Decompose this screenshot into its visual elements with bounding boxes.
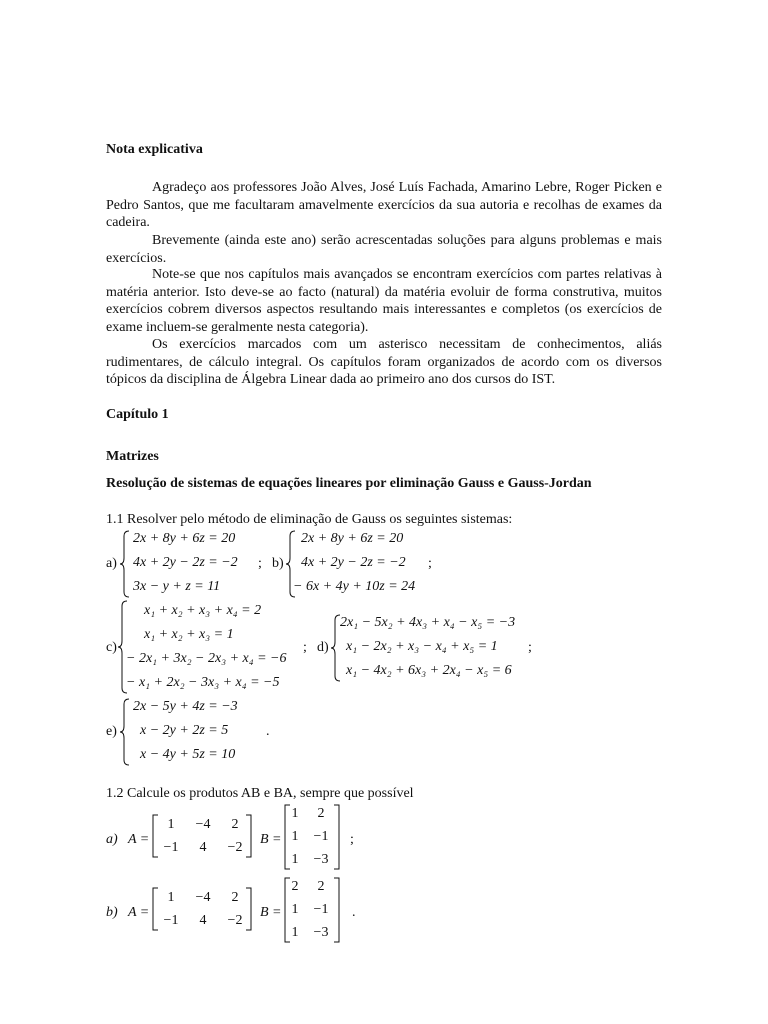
product-a-end: ; [350, 832, 354, 847]
matrix-cell: 1 [291, 806, 299, 821]
system-e-eq-2: x − 2y + 2z = 5 [140, 723, 229, 738]
system-c-eq-3: − 2x₁ + 3x₂ − 2x₃ + x₄ = −6 [126, 651, 287, 666]
matrix-cell: 2 [231, 817, 239, 832]
paragraph-1-text: Agradeço aos professores João Alves, José Luís Fachada, Amarino Lebre, Roger Picken e Pedro Santos, que me facultaram amavelmente exercícios da sua autoria e recolhas de exames da cadeira. [106, 180, 662, 230]
matrix-cell: −4 [195, 890, 211, 905]
matrix-cell: −3 [313, 852, 329, 867]
matrix-cell: 4 [199, 840, 207, 855]
paragraph-2-text: Brevemente (ainda este ano) serão acrescentadas soluções para alguns problemas e mais exercícios. [106, 233, 662, 266]
system-a-label: a) [106, 556, 117, 571]
system-b-eq-3: − 6x + 4y + 10z = 24 [293, 579, 416, 594]
matrix-cell: −1 [163, 913, 179, 928]
matrix-cell: 1 [291, 829, 299, 844]
system-c-eq-2: x₁ + x₂ + x₃ = 1 [144, 627, 234, 642]
matrix-cell: −2 [227, 840, 243, 855]
paragraph-2 [106, 232, 662, 267]
matrix-cell: −1 [313, 829, 329, 844]
matrix-cell: 1 [291, 852, 299, 867]
section-title: Matrizes [106, 449, 159, 464]
matrix-cell: 1 [167, 817, 175, 832]
system-b-label: b) [272, 556, 284, 571]
matrix-cell: −3 [313, 925, 329, 940]
product-b-label: b) [106, 905, 118, 920]
exercise-1-1-statement: 1.1 Resolver pelo método de eliminação de Gauss os seguintes sistemas: [106, 512, 513, 527]
paragraph-3 [106, 266, 662, 336]
product-a-label: a) [106, 832, 118, 847]
matrix-cell: −1 [163, 840, 179, 855]
product-b-end: . [352, 905, 356, 920]
exercise-1-2-statement: 1.2 Calcule os produtos AB e BA, sempre que possível [106, 786, 414, 801]
system-e-eq-3: x − 4y + 5z = 10 [140, 747, 236, 762]
paragraph-1 [106, 179, 662, 232]
matrix-cell: 2 [291, 879, 299, 894]
system-e-brace [120, 698, 130, 766]
system-e-eq-1: 2x − 5y + 4z = −3 [133, 699, 238, 714]
system-b-eq-1: 2x + 8y + 6z = 20 [301, 531, 404, 546]
product-b-B-name: B = [260, 905, 282, 920]
paragraph-4-text: Os exercícios marcados com um asterisco necessitam de conhecimentos, aliás rudimentares, de cálculo integral. Os capítulos foram organizados de acordo com os diversos tópicos da disciplina de Álgebra Linear dada ao primeiro ano dos cursos do IST. [106, 337, 662, 387]
paragraph-3-text: Note-se que nos capítulos mais avançados se encontram exercícios com partes relativas à matéria anterior. Isto deve-se ao facto (natural) da matéria evoluir de forma construtiva, muitos exercícios cobrem diversos aspectos resultando mais interessantes e completos (os exercícios de exame incluem-se geralmente nesta categoria). [106, 267, 662, 335]
system-d-eq-1: 2x₁ − 5x₂ + 4x₃ + x₄ − x₅ = −3 [340, 615, 516, 630]
system-c-label: c) [106, 640, 117, 655]
system-a-brace [120, 530, 130, 598]
matrix-cell: 1 [291, 902, 299, 917]
matrix-cell: 1 [167, 890, 175, 905]
product-a-B-name: B = [260, 832, 282, 847]
matrix-cell: 4 [199, 913, 207, 928]
system-a-eq-2: 4x + 2y − 2z = −2 [133, 555, 238, 570]
matrix-cell: 1 [291, 925, 299, 940]
system-c-end: ; [303, 640, 307, 655]
system-a-eq-1: 2x + 8y + 6z = 20 [133, 531, 236, 546]
nota-title: Nota explicativa [106, 142, 203, 157]
matrix-cell: −1 [313, 902, 329, 917]
system-b-end: ; [428, 556, 432, 571]
system-d-eq-3: x₁ − 4x₂ + 6x₃ + 2x₄ − x₅ = 6 [346, 663, 512, 678]
subsection-title: Resolução de sistemas de equações lineares por eliminação Gauss e Gauss-Jordan [106, 476, 592, 491]
matrix-cell: −2 [227, 913, 243, 928]
paragraph-4 [106, 336, 662, 389]
system-e-end: . [266, 724, 270, 739]
system-e-label: e) [106, 724, 117, 739]
matrix-cell: 2 [317, 806, 325, 821]
system-d-end: ; [528, 640, 532, 655]
system-a-eq-3: 3x − y + z = 11 [133, 579, 221, 594]
system-d-label: d) [317, 640, 329, 655]
system-c-eq-4: − x₁ + 2x₂ − 3x₃ + x₄ = −5 [126, 675, 280, 690]
system-c-eq-1: x₁ + x₂ + x₃ + x₄ = 2 [144, 603, 262, 618]
matrix-cell: −4 [195, 817, 211, 832]
system-a-end: ; [258, 556, 262, 571]
product-b-A-name: A = [128, 905, 150, 920]
matrix-cell: 2 [231, 890, 239, 905]
system-b-eq-2: 4x + 2y − 2z = −2 [301, 555, 406, 570]
matrix-cell: 2 [317, 879, 325, 894]
chapter-title: Capítulo 1 [106, 407, 169, 422]
system-d-eq-2: x₁ − 2x₂ + x₃ − x₄ + x₅ = 1 [346, 639, 498, 654]
product-a-A-name: A = [128, 832, 150, 847]
